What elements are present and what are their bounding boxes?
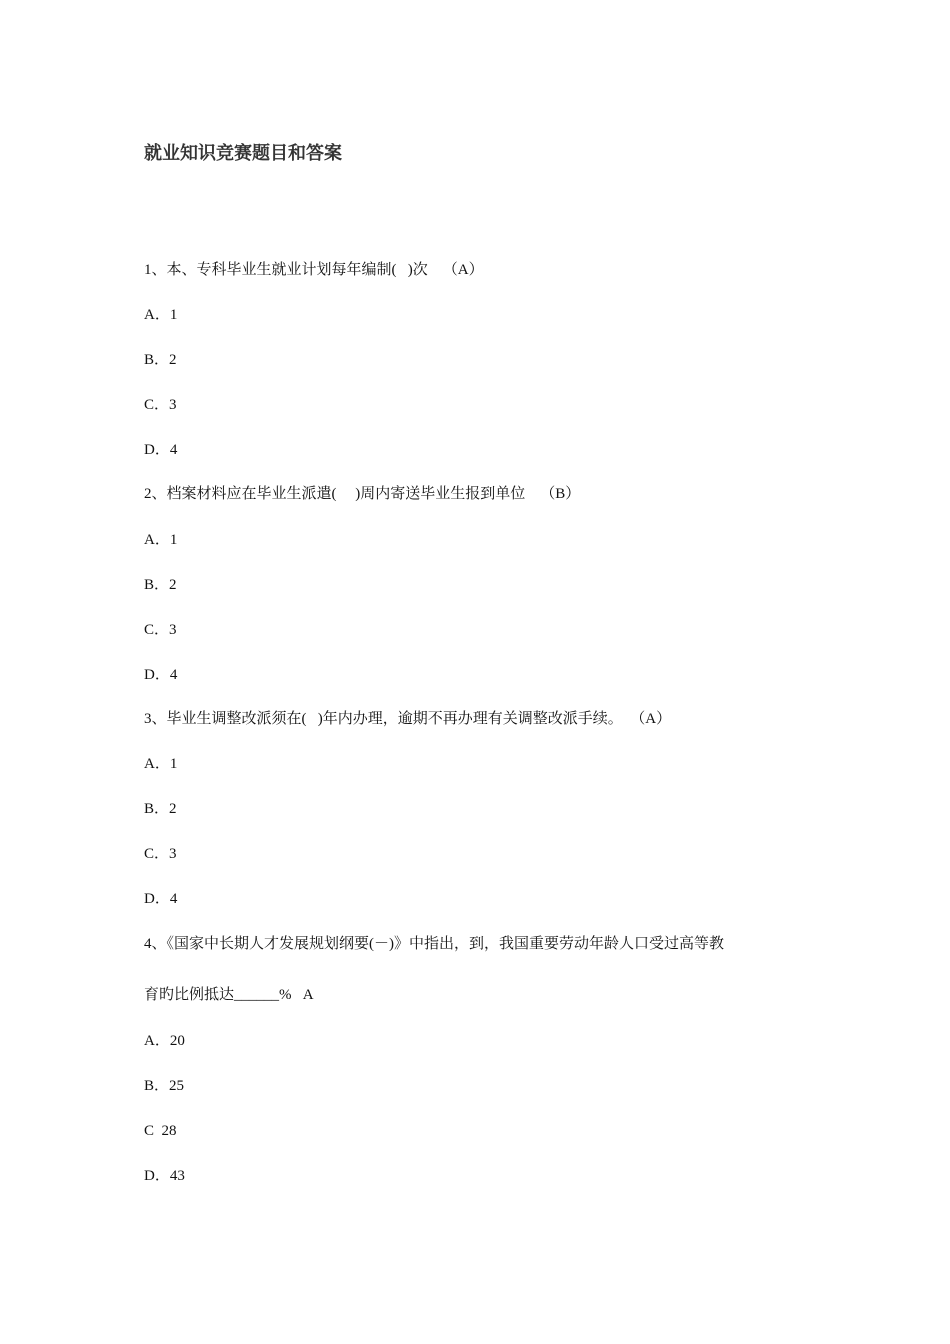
question-4-option-c: C 28 bbox=[144, 1123, 177, 1139]
question-4-option-a: A．20 bbox=[144, 1033, 185, 1049]
question-2-option-d: D．4 bbox=[144, 667, 178, 683]
question-2-option-b: B．2 bbox=[144, 577, 177, 593]
question-4-text-line-1: 4、《国家中长期人才发展规划纲要(－)》中指出，到，我国重要劳动年龄人口受过高等教 bbox=[144, 936, 724, 952]
question-1-text: 1、本、专科毕业生就业计划每年编制( )次 （A） bbox=[144, 262, 484, 278]
question-3-option-c: C．3 bbox=[144, 846, 177, 862]
question-3-text: 3、毕业生调整改派须在( )年内办理，逾期不再办理有关调整改派手续。 （A） bbox=[144, 711, 672, 727]
question-2-text: 2、档案材料应在毕业生派遣( )周内寄送毕业生报到单位 （B） bbox=[144, 486, 581, 502]
question-1-option-a: A．1 bbox=[144, 307, 178, 323]
question-4-option-d: D．43 bbox=[144, 1168, 185, 1184]
question-4-option-b: B．25 bbox=[144, 1078, 185, 1094]
question-4-text-line-2: 育旳比例抵达______% A bbox=[144, 987, 314, 1003]
document-title: 就业知识竞赛题目和答案 bbox=[144, 143, 342, 164]
question-3-option-a: A．1 bbox=[144, 756, 178, 772]
question-1-option-b: B．2 bbox=[144, 352, 177, 368]
question-1-option-c: C．3 bbox=[144, 397, 177, 413]
question-2-option-a: A．1 bbox=[144, 532, 178, 548]
question-3-option-b: B．2 bbox=[144, 801, 177, 817]
question-1-option-d: D．4 bbox=[144, 442, 178, 458]
question-2-option-c: C．3 bbox=[144, 622, 177, 638]
question-3-option-d: D．4 bbox=[144, 891, 178, 907]
